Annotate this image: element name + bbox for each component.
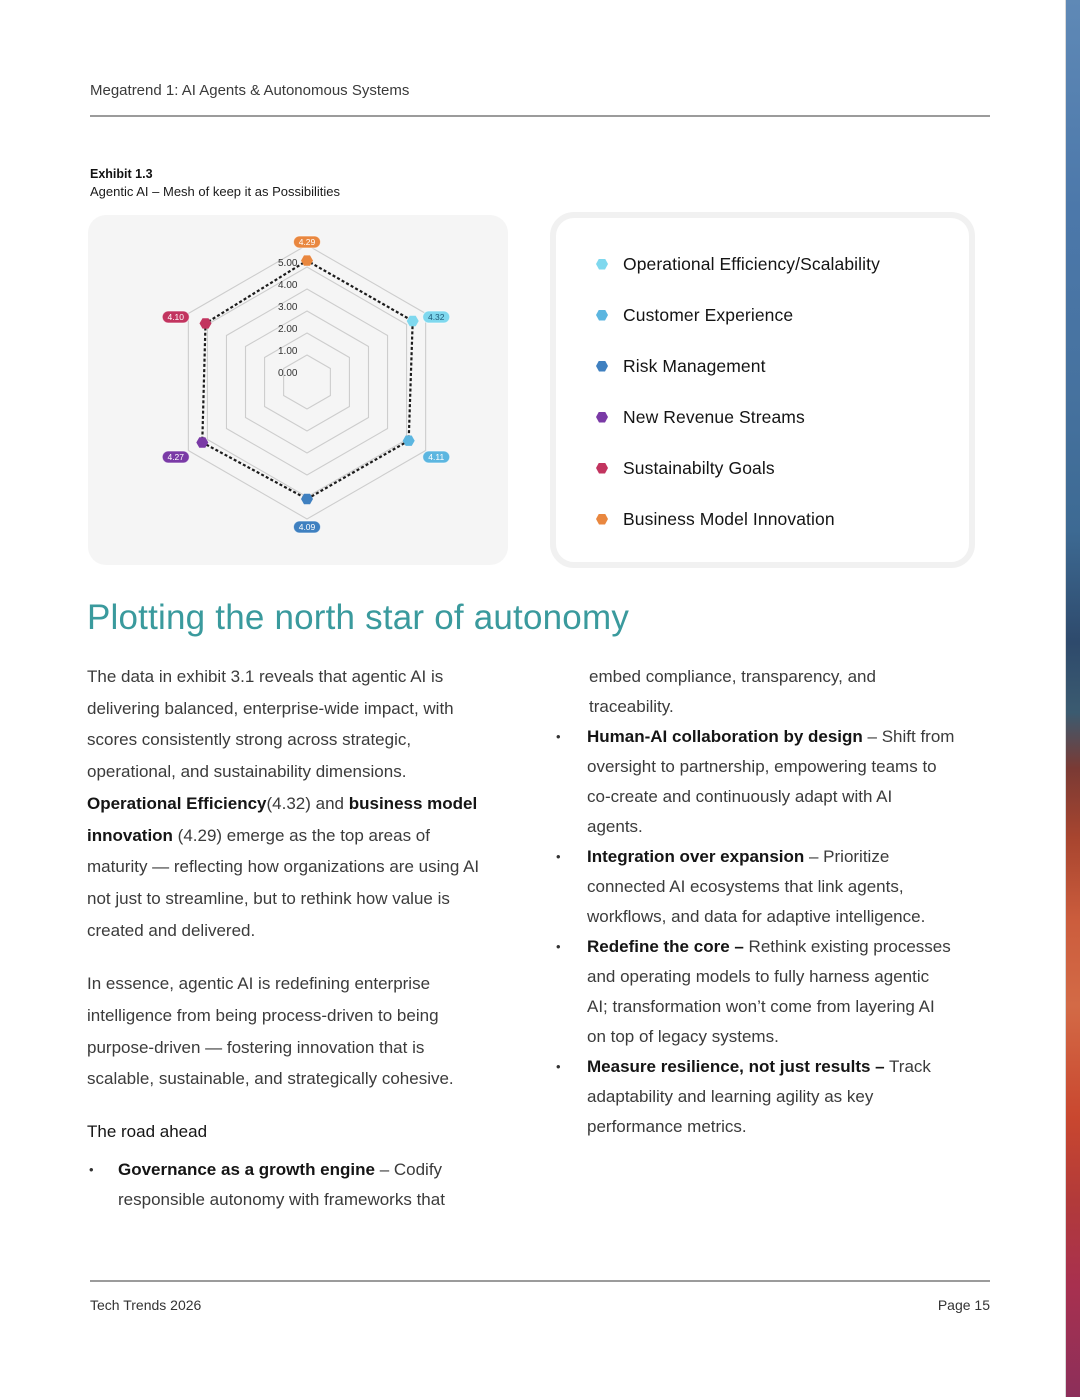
legend-label: Sustainabilty Goals xyxy=(623,457,775,478)
text-span: Track xyxy=(884,1057,931,1076)
axis-tick-label: 4.00 xyxy=(278,280,298,291)
bold-text: Governance as a growth engine xyxy=(118,1159,375,1179)
value-label: 4.11 xyxy=(428,452,445,462)
bold-text: Integration over expansion xyxy=(587,847,805,866)
bold-text: business model xyxy=(348,793,478,813)
bold-text: Operational Efficiency xyxy=(87,793,267,813)
hexagon-marker-icon xyxy=(596,412,608,423)
text-line xyxy=(87,968,542,1000)
bullet-governance-continuation xyxy=(556,662,996,722)
radar-chart xyxy=(88,215,508,565)
bullet-text xyxy=(587,1052,996,1142)
legend-item-operational-efficiency xyxy=(596,252,880,276)
text-span: adaptability and learning agility as key xyxy=(587,1087,874,1106)
axis-tick-label: 2.00 xyxy=(278,324,298,335)
text-line xyxy=(87,1063,542,1095)
text-line xyxy=(118,1155,542,1185)
text-line xyxy=(587,872,996,902)
intro-paragraph xyxy=(87,661,542,946)
grid-hexagon xyxy=(188,245,425,519)
text-span: on top of legacy systems. xyxy=(587,1027,779,1046)
text-span: operational, and sustainability dimensions. xyxy=(87,762,407,782)
text-line xyxy=(587,1112,996,1142)
text-span: AI; transformation won’t come from layering AI xyxy=(587,997,935,1016)
text-span: and operating models to fully harness agentic xyxy=(587,967,930,986)
bullet-human-ai-collaboration xyxy=(556,722,996,842)
text-line xyxy=(587,722,996,752)
bullet-icon: • xyxy=(556,1059,561,1074)
axis-tick-label: 0.00 xyxy=(278,368,298,379)
legend-label: Risk Management xyxy=(623,355,766,376)
legend-item-risk-management xyxy=(596,354,766,378)
section-heading: Plotting the north star of autonomy xyxy=(87,598,630,637)
grid-hexagon xyxy=(246,311,369,453)
text-line xyxy=(587,1082,996,1112)
text-line xyxy=(587,1022,996,1052)
text-line xyxy=(87,788,542,820)
text-span: Rethink existing processes xyxy=(743,937,951,956)
text-span: delivering balanced, enterprise-wide impact, with xyxy=(87,698,454,718)
text-span: – Shift from xyxy=(862,727,955,746)
text-line xyxy=(118,1185,542,1215)
running-header: Megatrend 1: AI Agents & Autonomous Systems xyxy=(90,82,410,99)
text-span: created and delivered. xyxy=(87,920,256,940)
text-line xyxy=(587,752,996,782)
text-span: embed compliance, transparency, and xyxy=(589,667,876,686)
bullet-text xyxy=(118,1155,542,1215)
legend-label: Customer Experience xyxy=(623,304,794,325)
value-label: 4.09 xyxy=(298,522,316,532)
axis-tick-label: 3.00 xyxy=(278,302,298,313)
text-span: oversight to partnership, empowering teams to xyxy=(587,757,937,776)
legend-label: Business Model Innovation xyxy=(623,508,835,529)
exhibit-label: Exhibit 1.3 xyxy=(90,167,153,181)
text-span: not just to streamline, but to rethink how value is xyxy=(87,888,450,908)
text-line xyxy=(87,756,542,788)
text-line xyxy=(589,662,996,692)
text-line xyxy=(87,724,542,756)
data-point-marker xyxy=(196,437,208,447)
value-label: 4.29 xyxy=(298,237,316,247)
text-span: performance metrics. xyxy=(587,1117,747,1136)
text-line xyxy=(87,883,542,915)
text-span: agents. xyxy=(587,817,643,836)
text-line xyxy=(587,842,996,872)
legend-label: Operational Efficiency/Scalability xyxy=(623,253,880,274)
text-span: connected AI ecosystems that link agents, xyxy=(587,877,904,896)
footer-publication: Tech Trends 2026 xyxy=(90,1297,202,1313)
grid-hexagon xyxy=(226,289,387,475)
bullet-governance xyxy=(87,1155,542,1215)
text-line xyxy=(587,962,996,992)
text-span: co-create and continuously adapt with AI xyxy=(587,787,893,806)
text-span: The data in exhibit 3.1 reveals that agentic AI is xyxy=(87,667,444,686)
text-span: – Codify xyxy=(374,1159,443,1179)
bold-text: Measure resilience, not just results – xyxy=(587,1057,885,1076)
page-number: Page 15 xyxy=(937,1297,990,1313)
bullet-icon: • xyxy=(89,1161,94,1177)
text-span: In essence, agentic AI is redefining enterprise xyxy=(87,974,431,994)
text-span: intelligence from being process-driven to being xyxy=(87,1006,439,1026)
text-line xyxy=(587,902,996,932)
axis-tick-label: 1.00 xyxy=(278,346,298,357)
hexagon-marker-icon xyxy=(596,361,608,372)
chart-legend xyxy=(550,212,975,568)
value-label: 4.27 xyxy=(167,452,185,462)
bold-text: innovation xyxy=(87,825,173,845)
text-span: purpose-driven — fostering innovation that is xyxy=(87,1037,425,1057)
text-line xyxy=(87,693,542,725)
hexagon-marker-icon xyxy=(596,514,608,525)
text-span: traceability. xyxy=(589,697,674,716)
text-line xyxy=(87,1032,542,1064)
exhibit-title: Agentic AI – Mesh of keep it as Possibilities xyxy=(90,184,341,199)
text-line xyxy=(587,812,996,842)
bullet-text xyxy=(587,722,996,842)
bullet-icon: • xyxy=(556,849,561,864)
hexagon-marker-icon xyxy=(596,463,608,474)
radar-chart-card xyxy=(88,215,508,565)
text-line xyxy=(587,782,996,812)
text-span: maturity — reflecting how organizations are using AI xyxy=(87,857,480,877)
legend-item-sustainability-goals xyxy=(596,456,775,480)
data-point-marker xyxy=(407,316,419,326)
article-right-column xyxy=(556,662,996,1142)
essence-paragraph xyxy=(87,968,542,1095)
text-line xyxy=(587,992,996,1022)
value-label: 4.32 xyxy=(427,312,445,322)
text-line xyxy=(587,932,996,962)
grid-hexagon xyxy=(284,355,331,409)
bullet-icon: • xyxy=(556,939,561,954)
text-span: scores consistently strong across strategic, xyxy=(87,730,412,750)
text-line xyxy=(87,851,542,883)
header-divider xyxy=(90,115,990,117)
bullet-redefine-the-core xyxy=(556,932,996,1052)
legend-item-business-model-innovation xyxy=(596,507,835,531)
legend-item-customer-experience xyxy=(596,303,793,327)
text-span: (4.29) emerge as the top areas of xyxy=(172,825,430,845)
value-label: 4.10 xyxy=(167,312,185,322)
text-line xyxy=(589,692,996,722)
road-ahead-subheading: The road ahead xyxy=(87,1122,208,1142)
text-line xyxy=(587,1052,996,1082)
legend-label: New Revenue Streams xyxy=(623,406,805,427)
decorative-edge-strip xyxy=(1065,0,1080,1397)
text-line xyxy=(87,820,542,852)
data-series-outline xyxy=(202,261,412,499)
text-span: – Prioritize xyxy=(804,847,890,866)
bold-text: Redefine the core – xyxy=(587,937,744,956)
hexagon-marker-icon xyxy=(596,259,608,270)
hexagon-marker-icon xyxy=(596,310,608,321)
text-span: scalable, sustainable, and strategically cohesive. xyxy=(87,1069,454,1089)
grid-hexagon xyxy=(207,267,406,497)
bullet-measure-resilience xyxy=(556,1052,996,1142)
bullet-text xyxy=(587,842,996,932)
text-span: responsible autonomy with frameworks that xyxy=(118,1189,445,1209)
bold-text: Human-AI collaboration by design xyxy=(587,727,863,746)
footer-divider xyxy=(90,1280,990,1282)
axis-tick-label: 5.00 xyxy=(278,258,298,269)
text-span: (4.32) and xyxy=(266,793,349,813)
text-line xyxy=(87,661,542,693)
bullet-icon: • xyxy=(556,729,561,744)
text-line xyxy=(87,915,542,947)
article-left-column xyxy=(87,661,542,1215)
bullet-text xyxy=(587,932,996,1052)
bullet-integration-over-expansion xyxy=(556,842,996,932)
text-line xyxy=(87,1000,542,1032)
legend-item-new-revenue-streams xyxy=(596,405,805,429)
text-span: workflows, and data for adaptive intelligence. xyxy=(587,907,926,926)
